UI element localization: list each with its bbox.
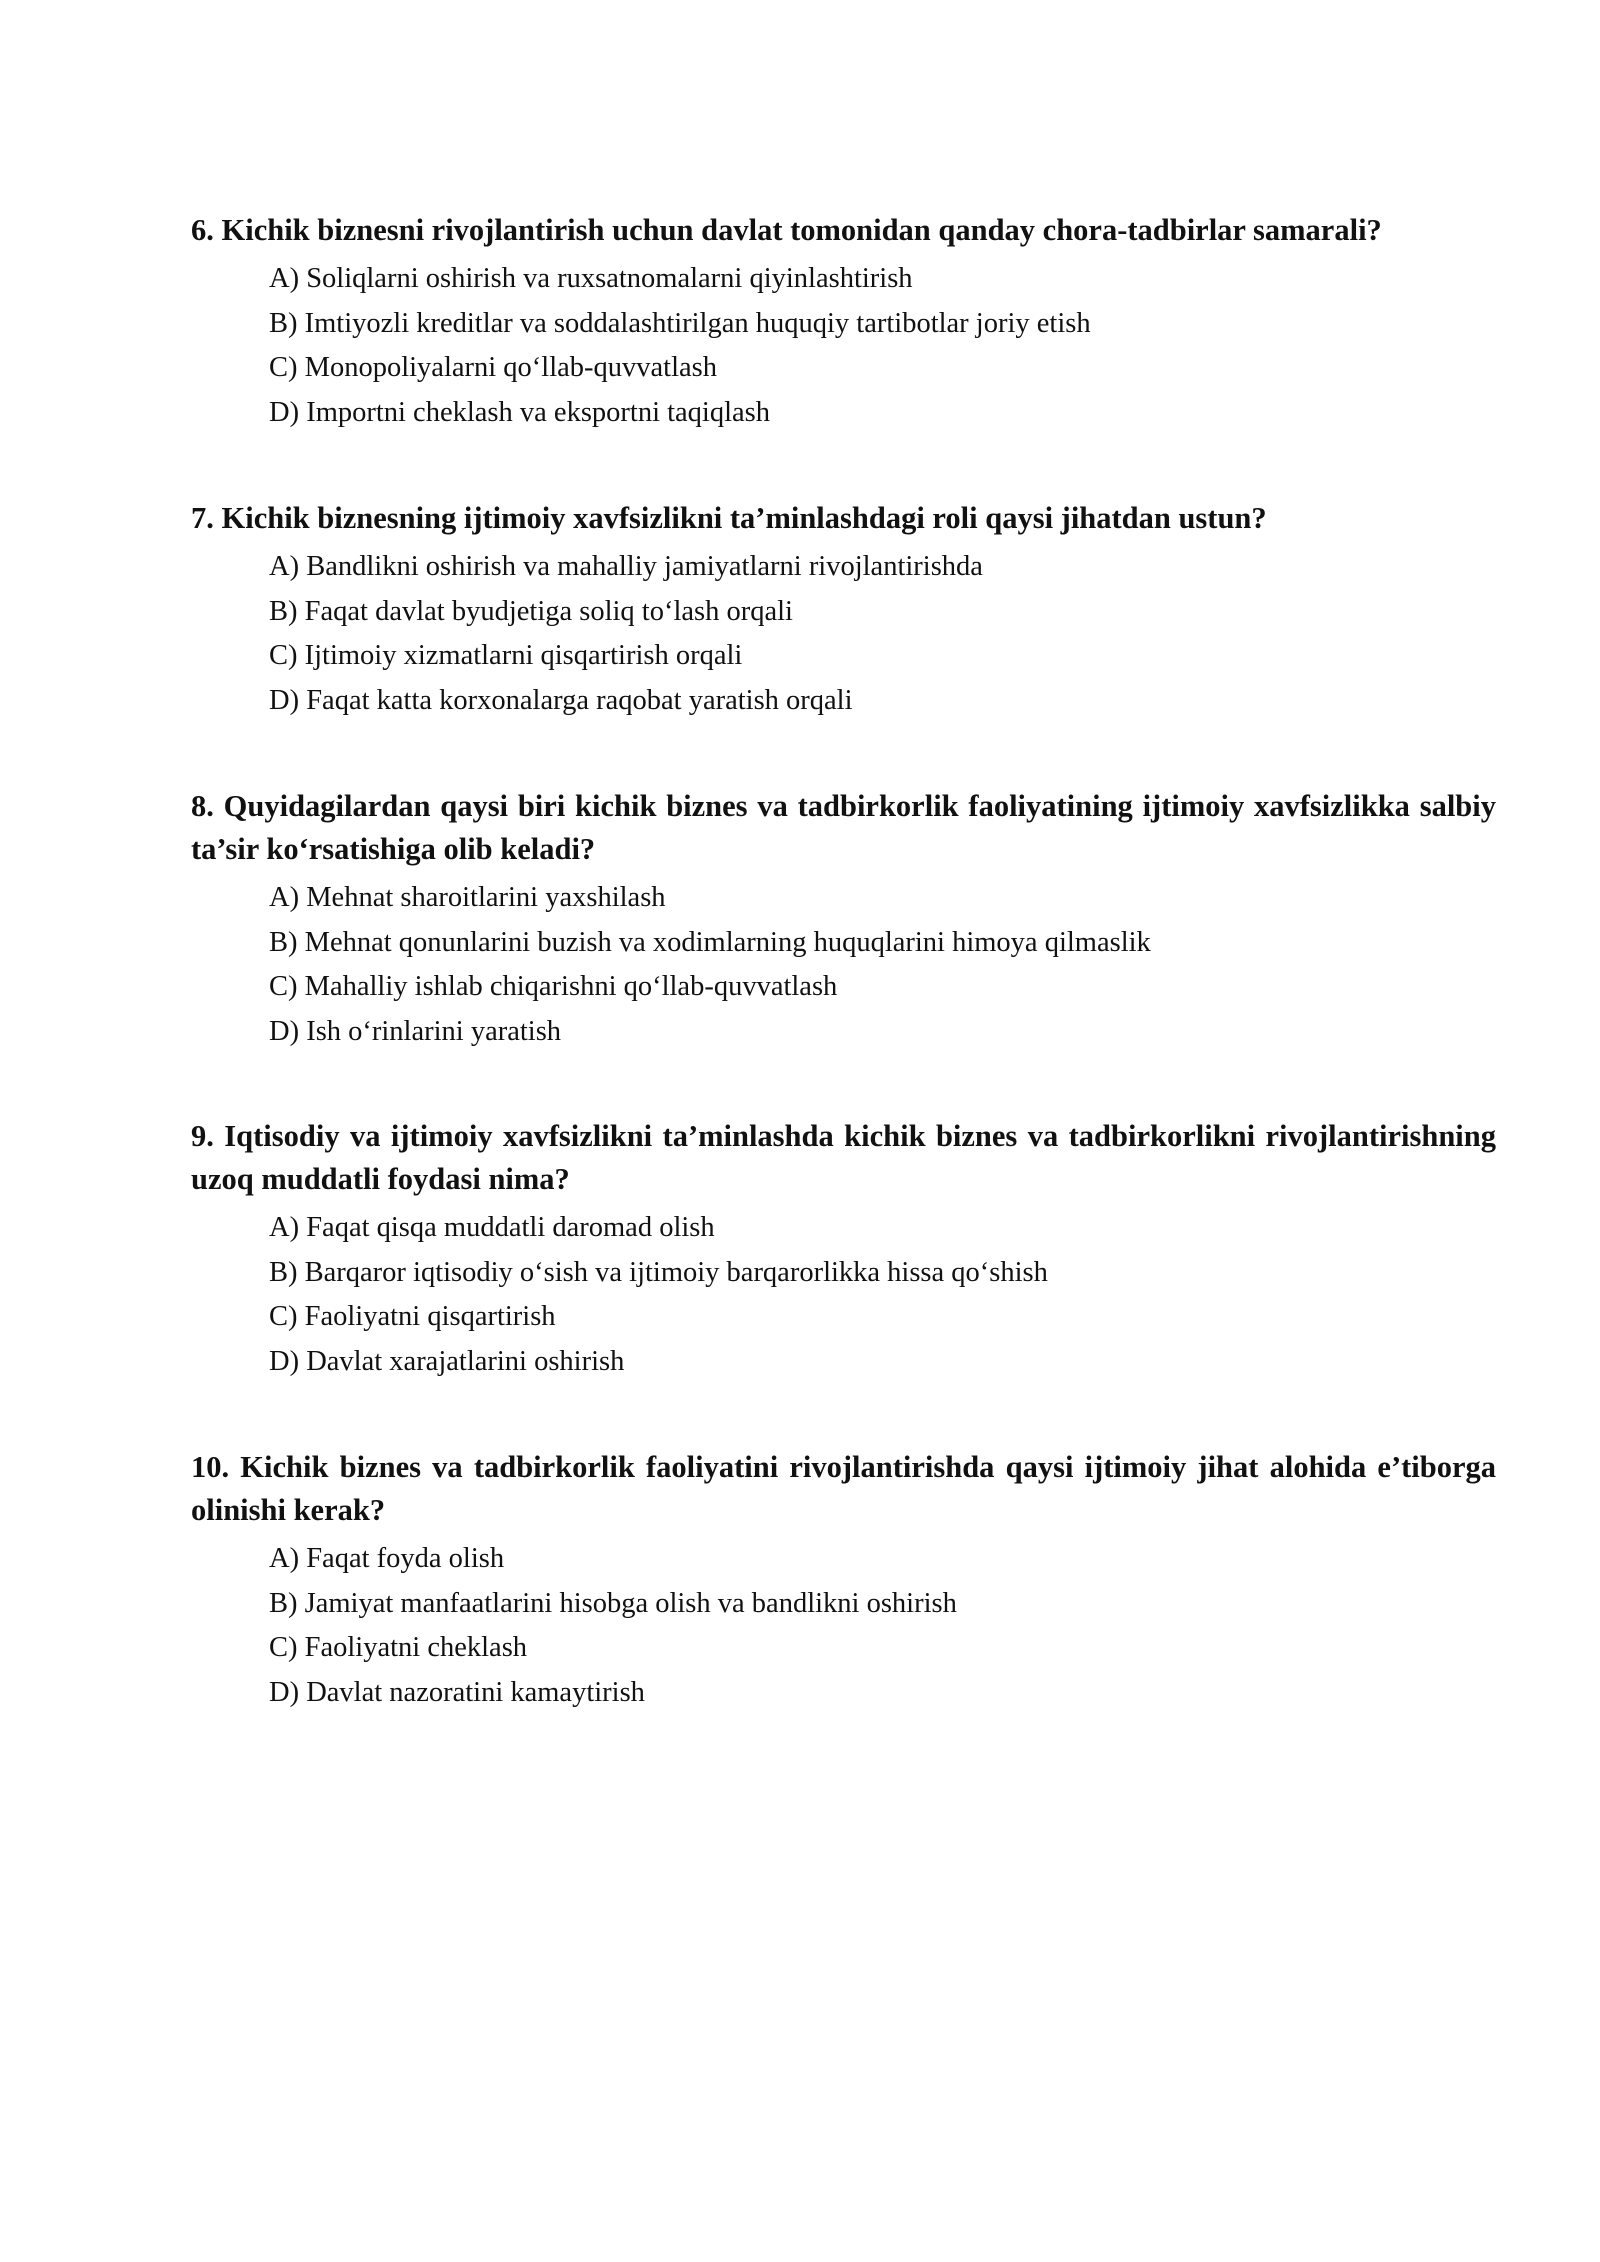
answer-option-b: B) Faqat davlat byudjetiga soliq to‘lash orqali bbox=[269, 595, 793, 627]
answer-option-d: D) Faqat katta korxonalarga raqobat yaratish orqali bbox=[269, 684, 853, 716]
answer-option-a: A) Bandlikni oshirish va mahalliy jamiyatlarni rivojlantirishda bbox=[269, 551, 983, 582]
answer-option-a: A) Faqat foyda olish bbox=[269, 1543, 505, 1574]
answer-option-d: D) Importni cheklash va eksportni taqiqlash bbox=[269, 396, 771, 428]
question-text: 9. Iqtisodiy va ijtimoiy xavfsizlikni ta’minlashda kichik biznes va tadbirkorlikni rivojlantirishning uzoq muddatli foydasi nima? bbox=[191, 1119, 1496, 1196]
answer-options bbox=[269, 1206, 1496, 1384]
answer-option-b: B) Imtiyozli kreditlar va soddalashtirilgan huquqiy tartibotlar joriy etish bbox=[269, 307, 1091, 339]
question-text: 6. Kichik biznesni rivojlantirish uchun davlat tomonidan qanday chora-tadbirlar samarali? bbox=[191, 213, 1382, 247]
answer-options bbox=[269, 1537, 1496, 1715]
answer-option-c: C) Faoliyatni cheklash bbox=[269, 1632, 528, 1663]
question-text: 10. Kichik biznes va tadbirkorlik faoliyatini rivojlantirishda qaysi ijtimoiy jihat alohida e’tiborga olinishi kerak? bbox=[191, 1450, 1496, 1527]
answer-option-a: A) Soliqlarni oshirish va ruxsatnomalarni qiyinlashtirish bbox=[269, 263, 913, 294]
answer-option-d: D) Davlat xarajatlarini oshirish bbox=[269, 1345, 625, 1377]
answer-option-b: B) Jamiyat manfaatlarini hisobga olish va bandlikni oshirish bbox=[269, 1587, 957, 1619]
question-10 bbox=[191, 1446, 1496, 1715]
question-6 bbox=[191, 209, 1496, 435]
answer-options bbox=[269, 257, 1496, 435]
question-7 bbox=[191, 497, 1496, 723]
question-8 bbox=[191, 785, 1496, 1054]
question-text: 7. Kichik biznesning ijtimoiy xavfsizlikni ta’minlashdagi roli qaysi jihatdan ustun? bbox=[191, 501, 1267, 535]
answer-option-b: B) Barqaror iqtisodiy o‘sish va ijtimoiy barqarorlikka hissa qo‘shish bbox=[269, 1256, 1048, 1288]
question-text: 8. Quyidagilardan qaysi biri kichik biznes va tadbirkorlik faoliyatining ijtimoiy xavfsizlikka salbiy ta’sir ko‘rsatishiga olib keladi? bbox=[191, 789, 1496, 866]
answer-option-c: C) Mahalliy ishlab chiqarishni qo‘llab-quvvatlash bbox=[269, 971, 838, 1002]
answer-option-b: B) Mehnat qonunlarini buzish va xodimlarning huquqlarini himoya qilmaslik bbox=[269, 926, 1151, 958]
answer-options bbox=[269, 876, 1496, 1054]
answer-option-a: A) Mehnat sharoitlarini yaxshilash bbox=[269, 882, 666, 913]
question-9 bbox=[191, 1115, 1496, 1384]
answer-option-c: C) Faoliyatni qisqartirish bbox=[269, 1301, 556, 1332]
answer-options bbox=[269, 545, 1496, 723]
answer-option-c: C) Ijtimoiy xizmatlarni qisqartirish orqali bbox=[269, 640, 743, 671]
answer-option-c: C) Monopoliyalarni qo‘llab-quvvatlash bbox=[269, 352, 717, 383]
answer-option-a: A) Faqat qisqa muddatli daromad olish bbox=[269, 1212, 715, 1243]
answer-option-d: D) Davlat nazoratini kamaytirish bbox=[269, 1676, 645, 1708]
answer-option-d: D) Ish o‘rinlarini yaratish bbox=[269, 1015, 562, 1047]
